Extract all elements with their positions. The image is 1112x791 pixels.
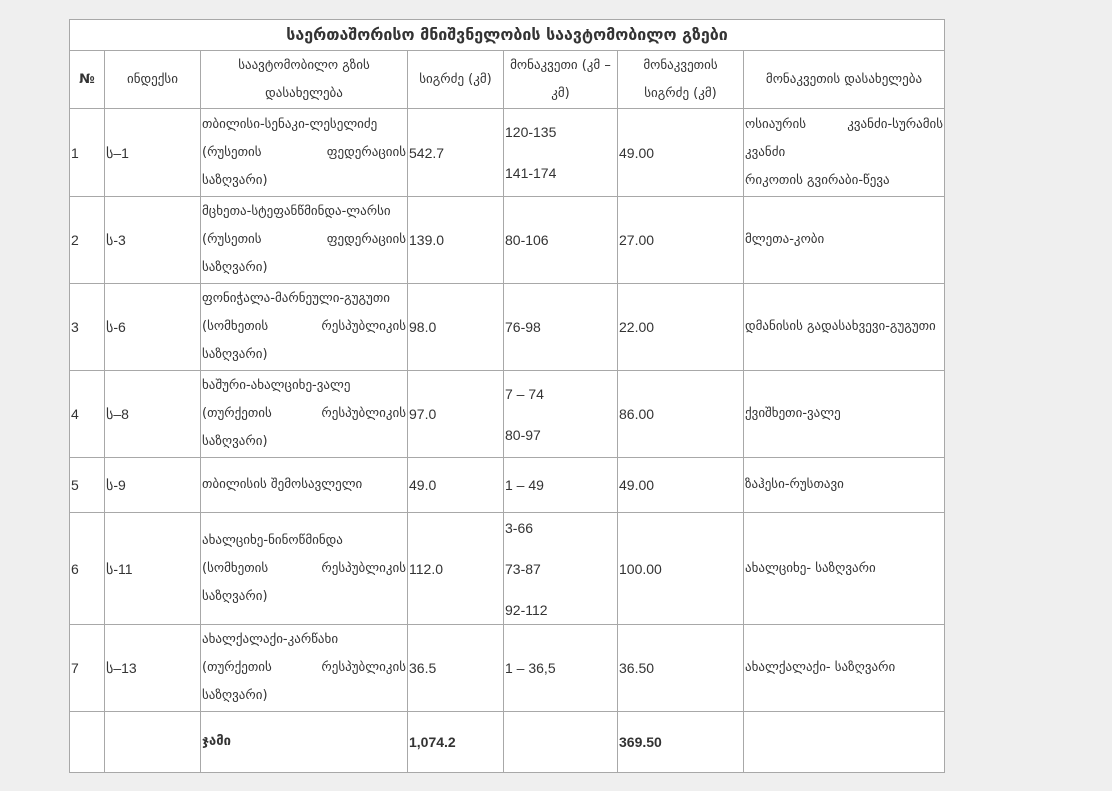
row-sections: [504, 109, 618, 197]
section-range: 120-135: [505, 124, 557, 140]
row-length: 112.0: [408, 513, 504, 625]
total-label: ჯამი: [201, 712, 408, 773]
row-section-names: [744, 284, 945, 371]
section-name: რიკოთის გვირაბი-წევა: [745, 172, 890, 188]
row-index: ს–1: [105, 109, 201, 197]
row-sections: [504, 371, 618, 458]
row-section-length: 49.00: [618, 109, 744, 197]
table-row: [70, 197, 945, 284]
row-index: ს-6: [105, 284, 201, 371]
row-section-length: 100.00: [618, 513, 744, 625]
row-num: 1: [70, 109, 105, 197]
total-section-length: 369.50: [618, 712, 744, 773]
row-index: ს–8: [105, 371, 201, 458]
row-section-length: 86.00: [618, 371, 744, 458]
total-length: 1,074.2: [408, 712, 504, 773]
section-name: ახალციხე- საზღვარი: [745, 560, 876, 576]
row-sections: [504, 197, 618, 284]
row-road-name: ახალქალაქი-კარწახი (თურქეთის რესპუბლიკის საზღვარი): [201, 625, 408, 712]
header-row: [70, 51, 945, 109]
section-name: ზაჰესი-რუსთავი: [745, 477, 844, 492]
row-section-length: 22.00: [618, 284, 744, 371]
row-section-names: [744, 625, 945, 712]
header-section-length: მონაკვეთის სიგრძე (კმ): [618, 51, 744, 109]
row-length: 542.7: [408, 109, 504, 197]
header-index: ინდექსი: [105, 51, 201, 109]
row-length: 139.0: [408, 197, 504, 284]
row-section-length: 49.00: [618, 458, 744, 513]
row-road-name: ახალციხე-ნინოწმინდა (სომხეთის რესპუბლიკის საზღვარი): [201, 513, 408, 625]
row-sections: [504, 284, 618, 371]
section-range: 92-112: [505, 601, 548, 618]
row-sections: [504, 458, 618, 513]
section-name: ქვიშხეთი-ვალე: [745, 406, 841, 421]
row-length: 49.0: [408, 458, 504, 513]
row-section-names: [744, 109, 945, 197]
section-range: 1 – 36,5: [505, 660, 556, 676]
row-length: 97.0: [408, 371, 504, 458]
row-num: 3: [70, 284, 105, 371]
table-title: საერთაშორისო მნიშვნელობის საავტომობილო გზები: [70, 20, 945, 51]
row-index: ს–13: [105, 625, 201, 712]
section-name: ახალქალაქი- საზღვარი: [745, 660, 896, 675]
header-length: სიგრძე (კმ): [408, 51, 504, 109]
section-range: 3-66: [505, 519, 534, 536]
row-section-names: [744, 513, 945, 625]
header-section-name: მონაკვეთის დასახელება: [744, 51, 945, 109]
section-range: 7 – 74: [505, 385, 544, 402]
row-road-name: მცხეთა-სტეფანწმინდა-ლარსი (რუსეთის ფედერაციის საზღვარი): [201, 197, 408, 284]
total-num-empty: [70, 712, 105, 773]
section-range: 1 – 49: [505, 477, 544, 493]
row-road-name: თბილისი-სენაკი-ლესელიძე (რუსეთის ფედერაციის საზღვარი): [201, 109, 408, 197]
row-index: ს-11: [105, 513, 201, 625]
section-range: 141-174: [505, 165, 557, 181]
row-num: 7: [70, 625, 105, 712]
row-road-name: ფონიჭალა-მარნეული-გუგუთი (სომხეთის რესპუბლიკის საზღვარი): [201, 284, 408, 371]
row-num: 2: [70, 197, 105, 284]
row-section-length: 27.00: [618, 197, 744, 284]
international-roads-table: [69, 19, 945, 773]
section-range: 73-87: [505, 560, 541, 577]
section-range: 80-106: [505, 232, 549, 248]
section-range: 76-98: [505, 319, 541, 335]
row-num: 4: [70, 371, 105, 458]
row-sections: [504, 625, 618, 712]
row-num: 6: [70, 513, 105, 625]
header-num: №: [70, 51, 105, 109]
section-name: ოსიაურის კვანძი-სურამის კვანძი: [745, 116, 944, 160]
section-range: 80-97: [505, 426, 541, 443]
row-road-name: ხაშური-ახალციხე-ვალე (თურქეთის რესპუბლიკის საზღვარი): [201, 371, 408, 458]
header-section: მონაკვეთი (კმ – კმ): [504, 51, 618, 109]
total-row: [70, 712, 945, 773]
row-road-name: თბილისის შემოსავლელი: [201, 458, 408, 513]
roads-table-container: [69, 19, 944, 772]
table-row: [70, 458, 945, 513]
row-num: 5: [70, 458, 105, 513]
row-index: ს-9: [105, 458, 201, 513]
total-index-empty: [105, 712, 201, 773]
row-sections: [504, 513, 618, 625]
section-name: მლეთა-კობი: [745, 232, 825, 247]
table-row: [70, 625, 945, 712]
row-index: ს-3: [105, 197, 201, 284]
table-row: [70, 371, 945, 458]
row-length: 98.0: [408, 284, 504, 371]
section-name: დმანისის გადასახვევი-გუგუთი: [745, 319, 936, 334]
row-section-names: [744, 371, 945, 458]
table-row: [70, 513, 945, 625]
table-row: [70, 284, 945, 371]
row-section-names: [744, 458, 945, 513]
row-length: 36.5: [408, 625, 504, 712]
row-section-length: 36.50: [618, 625, 744, 712]
total-section-name-empty: [744, 712, 945, 773]
header-road-name: საავტომობილო გზის დასახელება: [201, 51, 408, 109]
table-row: [70, 109, 945, 197]
total-section-empty: [504, 712, 618, 773]
row-section-names: [744, 197, 945, 284]
